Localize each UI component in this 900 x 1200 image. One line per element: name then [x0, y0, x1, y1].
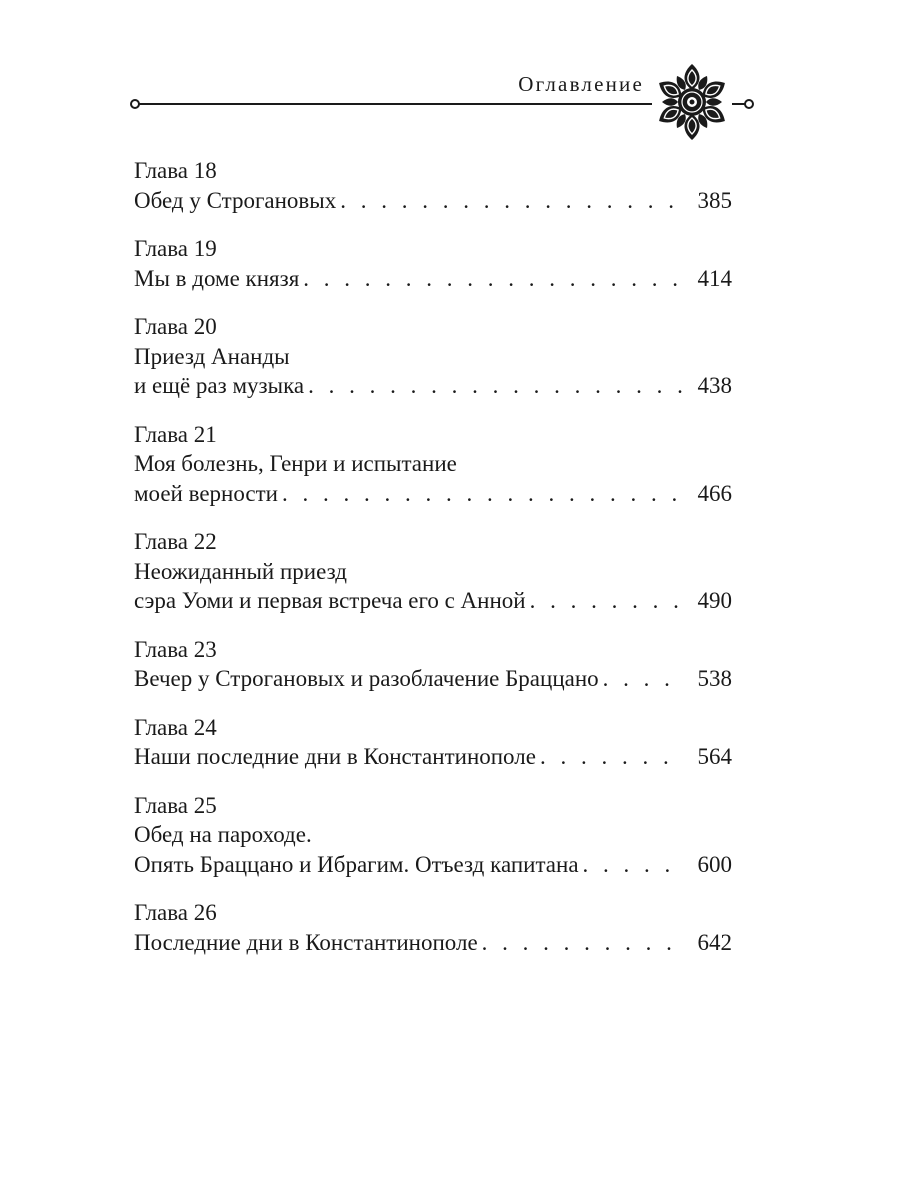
chapter-title-final-line	[134, 664, 732, 694]
page-number: 538	[697, 666, 732, 691]
dot-leader	[303, 264, 684, 294]
page-number: 600	[697, 851, 732, 877]
dot-leader	[340, 186, 684, 216]
chapter-title-text: Мы в доме князя	[134, 265, 300, 291]
chapter-title-final-line	[134, 264, 732, 294]
chapter-title-final-line	[134, 371, 732, 401]
chapter-title-line: Неожиданный приезд	[134, 558, 347, 584]
page-number: 490	[697, 588, 732, 613]
chapter-label: Глава 18	[134, 158, 217, 183]
chapter-label: Глава 24	[134, 714, 217, 740]
toc-entry[interactable]	[134, 713, 732, 772]
chapter-label: Глава 22	[134, 529, 217, 554]
chapter-title-text: Последние дни в Константинополе	[134, 929, 478, 955]
chapter-title-text: и ещё раз музыка	[134, 373, 305, 398]
chapter-title-final-line	[134, 586, 732, 616]
dot-leader	[482, 928, 684, 958]
chapter-title-line: Приезд Ананды	[134, 343, 290, 369]
chapter-title-text: Вечер у Строгановых и разоблачение Браццано	[134, 666, 599, 691]
chapter-label: Глава 19	[134, 236, 217, 261]
chapter-label: Глава 26	[134, 900, 217, 925]
mandala-flower-icon	[652, 62, 732, 142]
page-number: 466	[697, 480, 732, 506]
chapter-title-line: Обед на пароходе.	[134, 822, 312, 847]
chapter-title-final-line	[134, 928, 732, 958]
rule-end-left	[130, 99, 140, 109]
running-header	[0, 0, 900, 140]
toc-entry[interactable]	[134, 898, 732, 957]
chapter-label: Глава 23	[134, 636, 217, 662]
dot-leader	[282, 479, 684, 509]
toc-entry[interactable]	[134, 420, 732, 509]
chapter-label: Глава 20	[134, 314, 217, 339]
chapter-title-text: Опять Браццано и Ибрагим. Отъезд капитана	[134, 851, 579, 877]
toc-entry[interactable]	[134, 156, 732, 215]
toc-entry[interactable]	[134, 527, 732, 616]
dot-leader	[540, 742, 684, 772]
chapter-title-line: Моя болезнь, Генри и испытание	[134, 451, 457, 476]
toc-entry[interactable]	[134, 234, 732, 293]
chapter-title-final-line	[134, 742, 732, 772]
chapter-title-text: сэра Уоми и первая встреча его с Анной	[134, 588, 526, 613]
toc-entry[interactable]	[134, 312, 732, 401]
table-of-contents	[134, 156, 732, 976]
toc-entry[interactable]	[134, 791, 732, 880]
page-number: 642	[697, 929, 732, 955]
chapter-label: Глава 21	[134, 421, 217, 447]
toc-entry[interactable]	[134, 635, 732, 694]
dot-leader	[530, 586, 684, 616]
chapter-title-text: Обед у Строгановых	[134, 187, 337, 213]
page-number: 414	[697, 265, 732, 291]
chapter-title-text: моей верности	[134, 480, 278, 506]
chapter-title-final-line	[134, 186, 732, 216]
page-number: 385	[697, 187, 732, 213]
dot-leader	[583, 850, 684, 880]
page-number: 438	[697, 373, 732, 398]
dot-leader	[603, 664, 684, 694]
rule-end-right	[744, 99, 754, 109]
chapter-title-final-line	[134, 850, 732, 880]
chapter-title-text: Наши последние дни в Константинополе	[134, 744, 536, 769]
page-number: 564	[697, 744, 732, 769]
chapter-label: Глава 25	[134, 792, 217, 818]
section-title: Оглавление	[518, 72, 644, 96]
chapter-title-final-line	[134, 479, 732, 509]
dot-leader	[308, 371, 684, 401]
